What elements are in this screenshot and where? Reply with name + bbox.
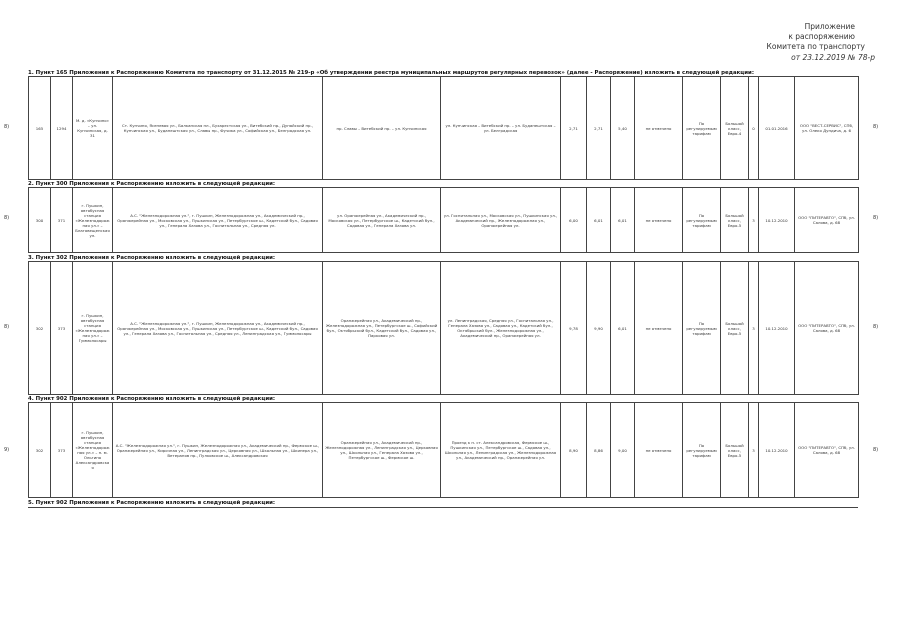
margin-right-4: 8)	[873, 447, 879, 453]
cell-name: М. д. «Купчино» – ул. Купчинская, д. 31	[73, 77, 113, 180]
cell-stops: А.С. "Железнодорожная ул.", г. Пушкин, Железнодорожная ул., Академический пр., Оранжерейная ул., Московская ул., Пушкинская ул., Петербургское ш., Кадетский бул., Садовая ул., Генерала Хазова ул., Госпитальная ул., Средняя ул., Ленинградская ул., Гуммолосары	[113, 262, 323, 395]
cell-streets-forward: Оранжерейная ул., Академический пр., Железнодорожная ул., Ленинградская ул., Церковная ул., Школьная ул., Генерала Хазова ул., Петербургское ш., Фермское ш.	[323, 403, 441, 498]
cell-length-back: 2,71	[587, 77, 611, 180]
margin-right-1: 8)	[873, 124, 879, 130]
cell-vehicle: Большой класс, Евро-4	[721, 77, 749, 180]
cell-route: 373	[51, 403, 73, 498]
section-title-2: 2. Пункт 300 Приложения к Распоряжению изложить в следующей редакции:	[28, 181, 276, 187]
cell-tariff: По регулируемым тарифам	[683, 188, 721, 253]
cell-vehicle: Большой класс, Евро-5	[721, 188, 749, 253]
cell-route: 371	[51, 188, 73, 253]
cell-length-back: 8,86	[587, 403, 611, 498]
cell-num: 165	[29, 77, 51, 180]
header-line-2: к распоряжению	[788, 32, 855, 41]
cell-stop-mode: не отмечено	[635, 77, 683, 180]
margin-right-3: 8)	[873, 324, 879, 330]
cell-count: 3	[749, 188, 759, 253]
cell-name: г. Пушкин, автобусная станция «Железнодорожная ул.» – Гуммолосары	[73, 262, 113, 395]
cell-num: 300	[29, 188, 51, 253]
cell-date: 10.12.2010	[759, 403, 795, 498]
cell-carrier: ООО "ВЕСТ-СЕРВИС", СПб, ул. Олеко Дундича, д. 6	[795, 77, 859, 180]
margin-left-2: 8)	[4, 215, 10, 221]
table-row-4	[28, 402, 859, 498]
cell-date: 01.01.2016	[759, 77, 795, 180]
cell-stop-mode: не отмечено	[635, 403, 683, 498]
margin-left-1: 8)	[4, 124, 10, 130]
cell-streets-back: ул. Купчинская – Витебский пр. – ул. Будапештская – ул. Белградская	[441, 77, 561, 180]
cell-length-back: 9,90	[587, 262, 611, 395]
cell-route: 373	[51, 262, 73, 395]
header-line-1: Приложение	[804, 22, 855, 31]
cell-streets-forward: пр. Славы – Витебский пр. – ул. Купчинская	[323, 77, 441, 180]
cell-length-total: 5,40	[611, 77, 635, 180]
cell-streets-back: Проезд к п. ст. Александровская, Фермское ш., Пушкинская ул., Петербургское ш., Садовая ул., Школьная ул., Ленинградская ул., Железнодорожная ул., Академический пр., Оранжерейная ул.	[441, 403, 561, 498]
cell-date: 10.12.2010	[759, 262, 795, 395]
cell-count: 3	[749, 262, 759, 395]
cell-length-total: 9,00	[611, 403, 635, 498]
cell-vehicle: Большой класс, Евро-5	[721, 262, 749, 395]
cell-stops: Ст. Купчино, Ясеневая ул., Балканская пл., Бухарестская ул., Витебский пр., Дунайский пр., Купчинская ул., Будапештская ул., Славы пр., Фучика ул., Софийская ул., Белградская ул.	[113, 77, 323, 180]
header-line-3: Комитета по транспорту	[766, 42, 865, 51]
cell-name: г. Пушкин, автобусная станция «Железнодорожная ул.» – п. м. Ольгино Александровская	[73, 403, 113, 498]
section-title-1: 1. Пункт 165 Приложения к Распоряжению Комитета по транспорту от 31.12.2015 № 219-р «Об утверждении реестра муниципальных маршрутов регулярных перевозок» (далее - Распоряжение) изложить в следующей редакции:	[28, 70, 754, 76]
margin-left-4: 9)	[4, 447, 10, 453]
cell-length-total: 6,01	[611, 188, 635, 253]
cell-route: 1294	[51, 77, 73, 180]
section-title-3: 3. Пункт 302 Приложения к Распоряжению изложить в следующей редакции:	[28, 255, 276, 261]
margin-right-2: 8)	[873, 215, 879, 221]
cell-carrier: ООО "ПИТЕРАВТО", СПб, ул. Салова, д. 68	[795, 262, 859, 395]
cell-length-back: 6,01	[587, 188, 611, 253]
cell-stops: А.С. "Железнодорожная ул.", г. Пушкин, Железнодорожная ул., Академический пр., Оранжерейная ул., Московская ул., Пушкинская ул., Петербургское ш., Кадетский бул., Садовая ул., Генерала Хазова ул., Госпитальная ул., Средняя ул.	[113, 188, 323, 253]
cell-count: 3	[749, 403, 759, 498]
cell-tariff: По регулируемым тарифам	[683, 403, 721, 498]
cell-stop-mode: не отмечено	[635, 262, 683, 395]
cell-streets-forward: ул. Оранжерейная ул., Академический пр., Московская ул., Петербургское ш., Кадетский бул., Садовая ул., Генерала Хазова ул.	[323, 188, 441, 253]
cell-tariff: По регулируемым тарифам	[683, 262, 721, 395]
cell-length-total: 6,01	[611, 262, 635, 395]
cell-length-forward: 9,78	[561, 262, 587, 395]
margin-left-3: 8)	[4, 324, 10, 330]
cell-carrier: ООО "ПИТЕРАВТО", СПб, ул. Салова, д. 68	[795, 188, 859, 253]
cell-tariff: По регулируемым тарифам	[683, 77, 721, 180]
cell-vehicle: Большой класс, Евро-5	[721, 403, 749, 498]
cell-count: 0	[749, 77, 759, 180]
cell-streets-back: ул. Ленинградская, Средняя ул., Госпитальная ул., Генерала Хазова ул., Садовая ул., Кадетский бул., Октябрьский бул., Железнодорожная ул., Академический пр., Оранжерейная ул.	[441, 262, 561, 395]
cell-name: г. Пушкин, автобусная станция «Железнодорожная ул.» – Благовещенская ул.	[73, 188, 113, 253]
cell-date: 10.12.2010	[759, 188, 795, 253]
cell-stop-mode: не отмечено	[635, 188, 683, 253]
cell-stops: А.С. "Железнодорожная ул.", г. Пушкин, Железнодорожная ул., Академический пр., Фермское ш., Оранжерейная ул., Кирочная ул., Ленинградская ул., Церковная ул., Школьная ул., Шкипера ул., Ветеранов пр., Пулковское ш., Александровская	[113, 403, 323, 498]
table-row-1	[28, 76, 859, 180]
table-border-top	[28, 507, 858, 508]
cell-num: 302	[29, 403, 51, 498]
cell-carrier: ООО "ПИТЕРАВТО", СПб, ул. Салова, д. 68	[795, 403, 859, 498]
header-line-4: от 23.12.2019 № 78-р	[791, 53, 875, 62]
cell-length-forward: 6,00	[561, 188, 587, 253]
cell-length-forward: 8,90	[561, 403, 587, 498]
section-title-4: 4. Пункт 902 Приложения к Распоряжению изложить в следующей редакции:	[28, 396, 276, 402]
table-row-3	[28, 261, 859, 395]
table-row-2	[28, 187, 859, 253]
cell-streets-back: ул. Госпитальная ул., Московская ул., Пушкинская ул., Академический пр., Железнодорожная ул., Оранжерейная ул.	[441, 188, 561, 253]
section-title-5: 5. Пункт 902 Приложения к Распоряжению изложить в следующей редакции:	[28, 500, 276, 506]
cell-length-forward: 2,71	[561, 77, 587, 180]
cell-streets-forward: Оранжерейная ул., Академический пр., Железнодорожная ул., Петербургское ш., Софийский бул., Октябрьский бул., Кадетский бул., Садовая ул., Парковая ул.	[323, 262, 441, 395]
cell-num: 302	[29, 262, 51, 395]
